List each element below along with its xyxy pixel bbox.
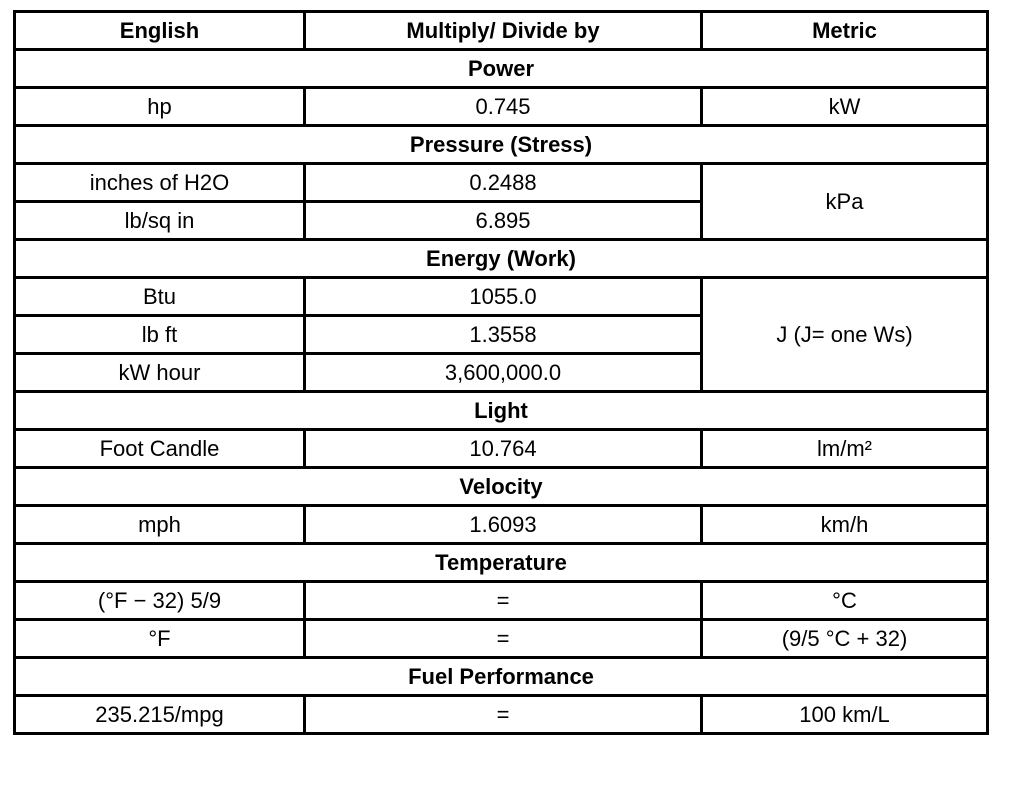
table-row: [15, 88, 988, 126]
factor-cell: 6.895: [305, 202, 702, 240]
section-title-velocity: Velocity: [15, 468, 988, 506]
metric-cell: km/h: [702, 506, 988, 544]
table-row: [15, 620, 988, 658]
section-title-power: Power: [15, 50, 988, 88]
metric-cell: °C: [702, 582, 988, 620]
factor-cell: 0.745: [305, 88, 702, 126]
table-row: [15, 430, 988, 468]
header-english: English: [15, 12, 305, 50]
metric-cell: lm/m²: [702, 430, 988, 468]
factor-cell: 3,600,000.0: [305, 354, 702, 392]
table-row: [15, 696, 988, 734]
english-cell: inches of H2O: [15, 164, 305, 202]
english-cell: mph: [15, 506, 305, 544]
factor-cell: 0.2488: [305, 164, 702, 202]
english-cell: lb/sq in: [15, 202, 305, 240]
factor-cell: =: [305, 582, 702, 620]
english-cell: Foot Candle: [15, 430, 305, 468]
section-row-pressure: [15, 126, 988, 164]
section-title-light: Light: [15, 392, 988, 430]
header-factor: Multiply/ Divide by: [305, 12, 702, 50]
english-cell: 235.215/mpg: [15, 696, 305, 734]
english-cell: Btu: [15, 278, 305, 316]
metric-cell-merged: kPa: [702, 164, 988, 240]
factor-cell: =: [305, 696, 702, 734]
english-cell: °F: [15, 620, 305, 658]
section-row-energy: [15, 240, 988, 278]
section-row-power: [15, 50, 988, 88]
table-row: [15, 164, 988, 202]
factor-cell: =: [305, 620, 702, 658]
english-cell: (°F − 32) 5/9: [15, 582, 305, 620]
factor-cell: 10.764: [305, 430, 702, 468]
english-cell: lb ft: [15, 316, 305, 354]
factor-cell: 1.3558: [305, 316, 702, 354]
header-row: [15, 12, 988, 50]
metric-cell: 100 km/L: [702, 696, 988, 734]
table-row: [15, 582, 988, 620]
table-row: [15, 506, 988, 544]
english-cell: hp: [15, 88, 305, 126]
section-row-fuel: [15, 658, 988, 696]
section-title-pressure: Pressure (Stress): [15, 126, 988, 164]
metric-cell-merged: J (J= one Ws): [702, 278, 988, 392]
section-row-temperature: [15, 544, 988, 582]
section-title-temperature: Temperature: [15, 544, 988, 582]
english-cell: kW hour: [15, 354, 305, 392]
header-metric: Metric: [702, 12, 988, 50]
section-title-fuel: Fuel Performance: [15, 658, 988, 696]
metric-cell: (9/5 °C + 32): [702, 620, 988, 658]
section-row-velocity: [15, 468, 988, 506]
section-title-energy: Energy (Work): [15, 240, 988, 278]
section-row-light: [15, 392, 988, 430]
factor-cell: 1.6093: [305, 506, 702, 544]
factor-cell: 1055.0: [305, 278, 702, 316]
conversion-table: [13, 10, 989, 735]
table-row: [15, 278, 988, 316]
metric-cell: kW: [702, 88, 988, 126]
